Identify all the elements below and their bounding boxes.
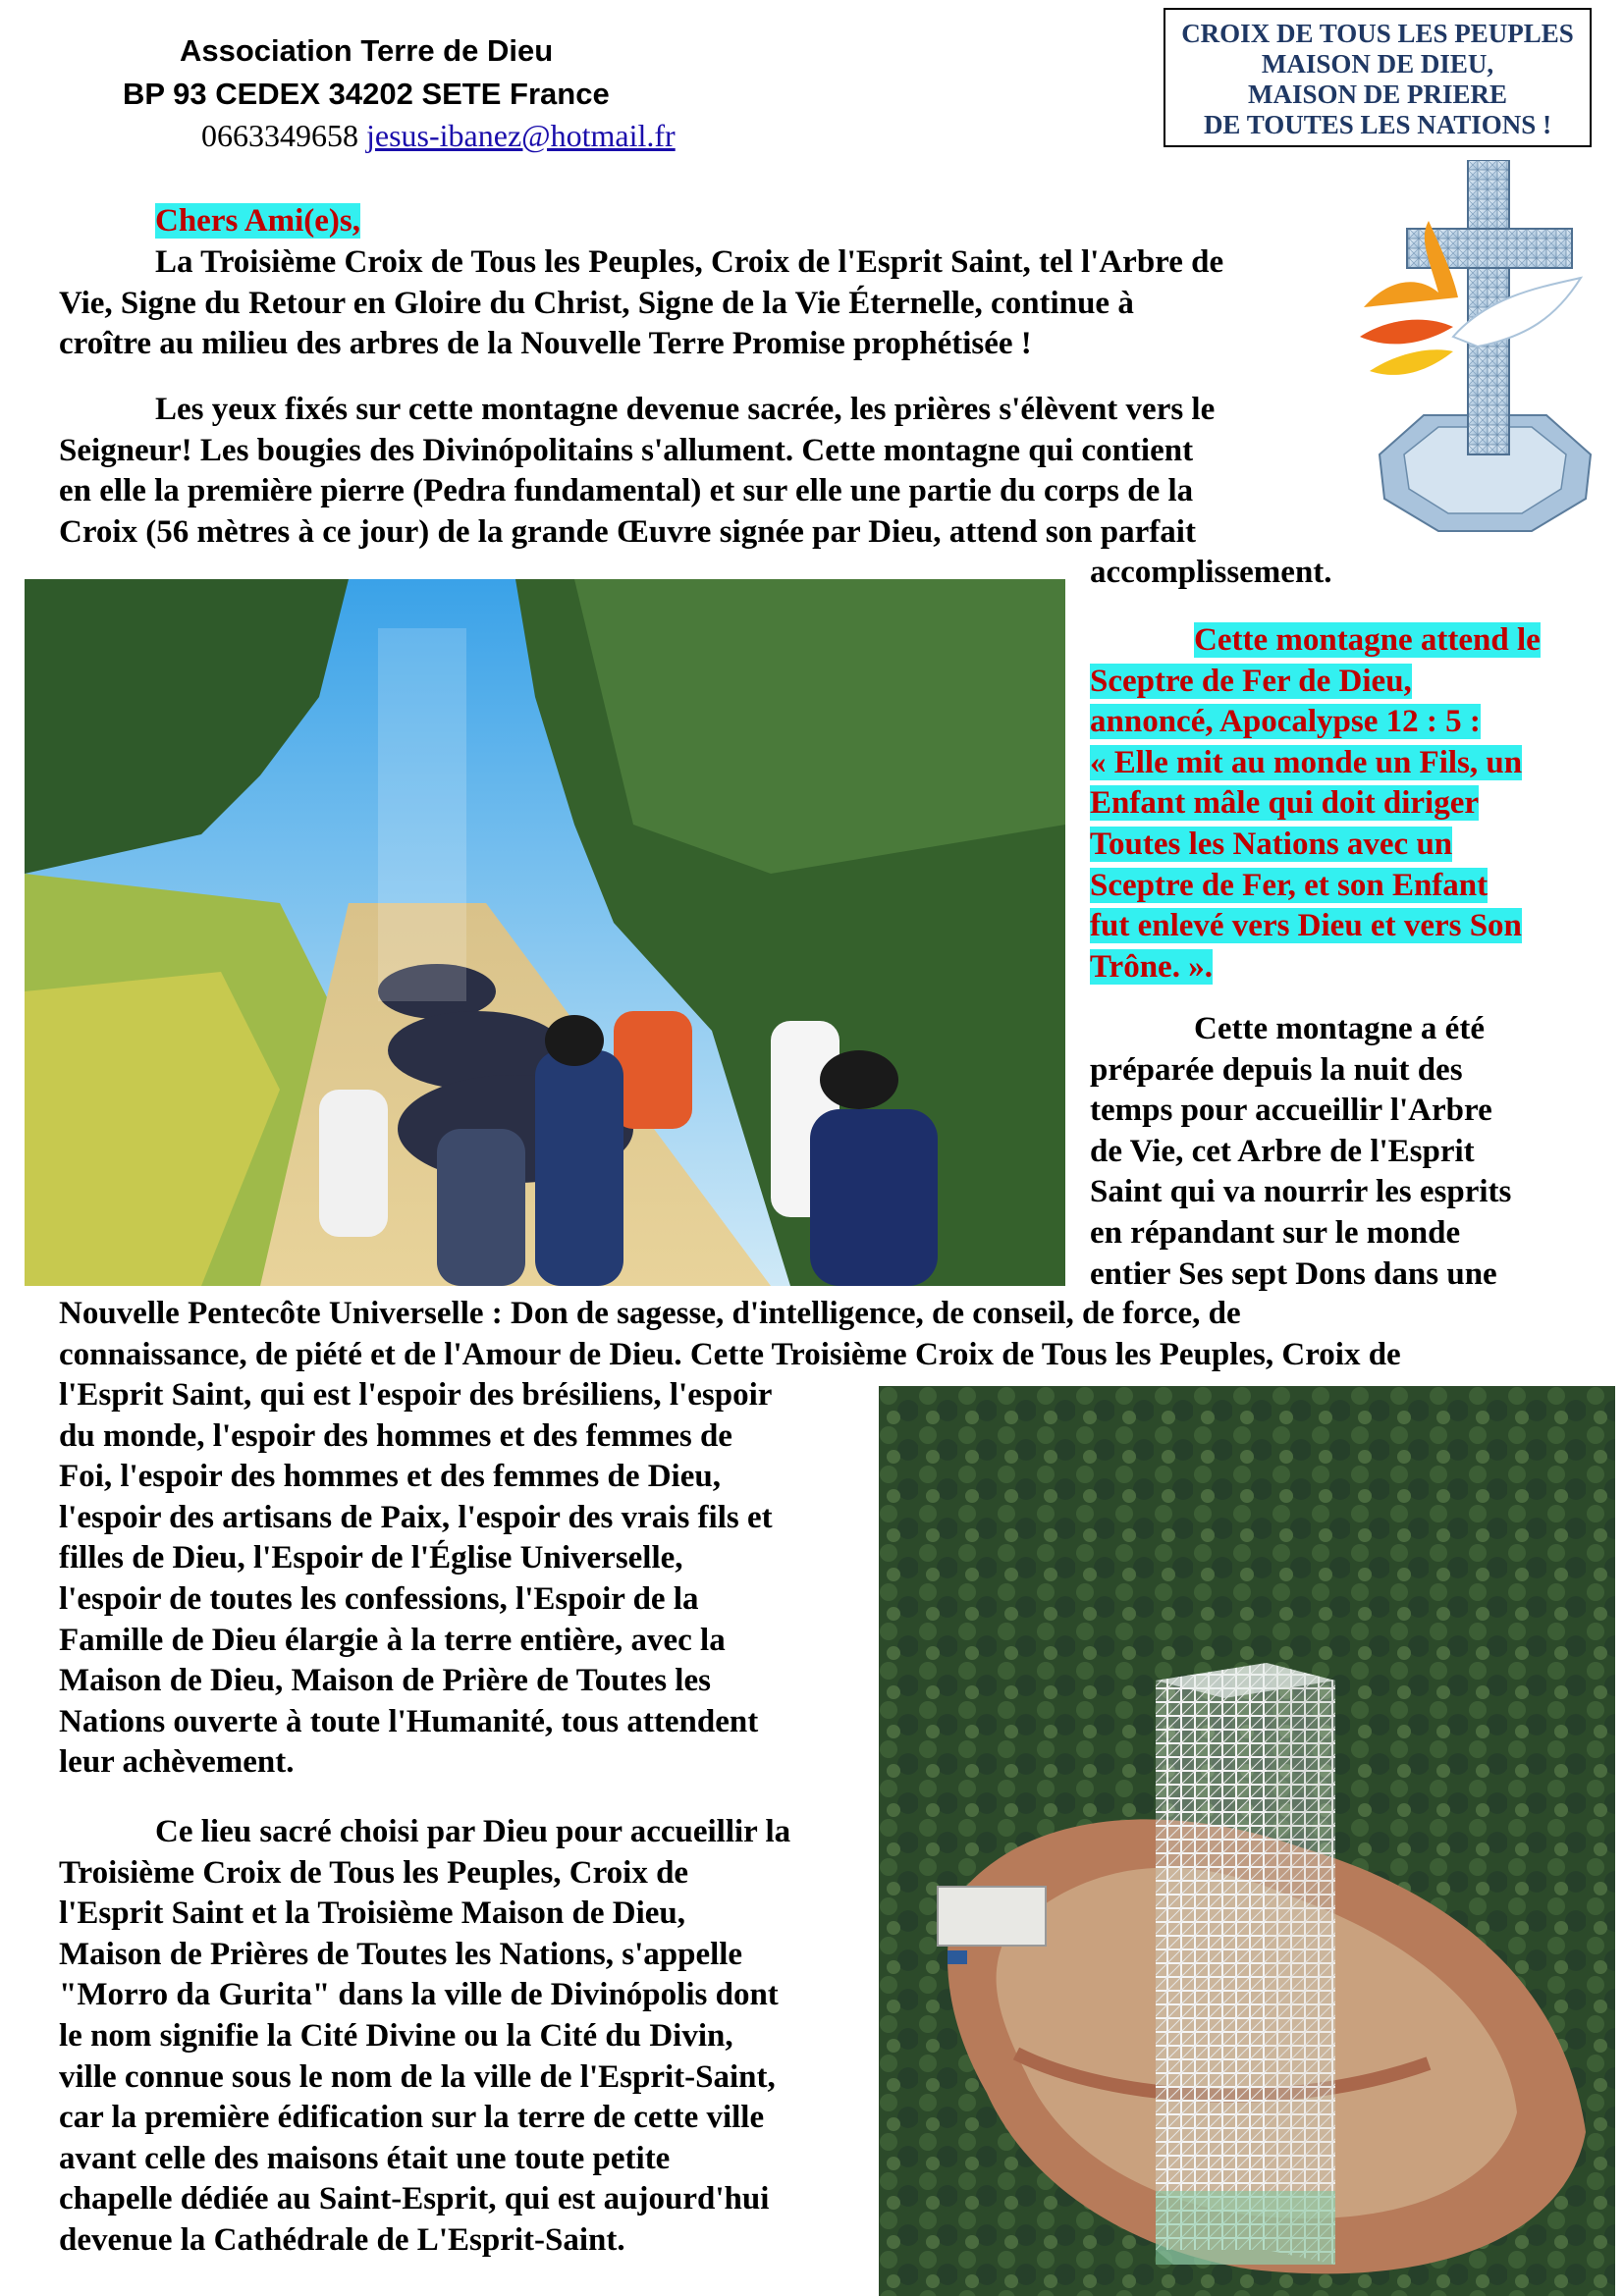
text-line: préparée depuis la nuit des <box>1090 1051 1463 1088</box>
text-line: l'espoir des artisans de Paix, l'espoir des vrais fils et <box>59 1499 773 1535</box>
text-line: Maison de Prières de Toutes les Nations, s'appelle <box>59 1936 743 1972</box>
text-line: Troisième Croix de Tous les Peuples, Croix de <box>59 1854 689 1891</box>
quote-line: Cette montagne attend le <box>1194 622 1541 658</box>
text-line: La Troisième Croix de Tous les Peuples, Croix de l'Esprit Saint, tel l'Arbre de <box>155 244 1224 280</box>
title-line: MAISON DE PRIERE <box>1247 80 1508 109</box>
text-line: Ce lieu sacré choisi par Dieu pour accueillir la <box>155 1814 791 1849</box>
paragraph-3-left <box>59 1375 773 1784</box>
title-line: DE TOUTES LES NATIONS ! <box>1203 110 1552 139</box>
aerial-tower-photo <box>879 1386 1615 2296</box>
text-line: l'espoir de toutes les confessions, l'Espoir de la <box>59 1580 699 1617</box>
text-line: Foi, l'espoir des hommes et des femmes de Dieu, <box>59 1459 721 1495</box>
paragraph-4 <box>59 1812 790 2262</box>
text-line: filles de Dieu, l'Espoir de l'Église Universelle, <box>59 1540 683 1576</box>
paragraph-2 <box>59 390 1355 594</box>
text-line: entier Ses sept Dons dans une <box>1090 1255 1497 1292</box>
text-line: Seigneur! Les bougies des Divinópolitains s'allument. Cette montagne qui contient <box>59 432 1194 468</box>
paragraph-1 <box>59 242 1355 365</box>
text-line: Famille de Dieu élargie à la terre entière, avec la <box>59 1622 726 1658</box>
quote-line: Sceptre de Fer, et son Enfant <box>1090 867 1489 903</box>
text-line: ville connue sous le nom de la ville de l'Esprit-Saint, <box>59 2058 776 2095</box>
title-line: CROIX DE TOUS LES PEUPLES <box>1181 19 1574 48</box>
text-line: avant celle des maisons était une toute petite <box>59 2140 671 2176</box>
text-line: Maison de Dieu, Maison de Prière de Toutes les <box>59 1663 711 1699</box>
text-line: Saint qui va nourrir les esprits <box>1090 1174 1512 1210</box>
greeting <box>155 201 360 242</box>
text-line: Nations ouverte à toute l'Humanité, tous attendent <box>59 1703 759 1739</box>
text-line: leur achèvement. <box>59 1744 295 1781</box>
text-line: l'Esprit Saint et la Troisième Maison de Dieu, <box>59 1896 686 1932</box>
text-line: Nouvelle Pentecôte Universelle : Don de sagesse, d'intelligence, de conseil, de force, de <box>59 1296 1241 1331</box>
text-line: car la première édification sur la terre de cette ville <box>59 2100 765 2136</box>
quote-line: Toutes les Nations avec un <box>1090 826 1453 862</box>
text-line: temps pour accueillir l'Arbre <box>1090 1093 1492 1129</box>
text-line: croître au milieu des arbres de la Nouvelle Terre Promise prophétisée ! <box>59 326 1032 362</box>
text-line: le nom signifie la Cité Divine ou la Cité du Divin, <box>59 2017 733 2054</box>
quote-line: Sceptre de Fer de Dieu, <box>1090 663 1412 699</box>
text-line: Vie, Signe du Retour en Gloire du Christ, Signe de la Vie Éternelle, continue à <box>59 285 1134 321</box>
org-address: BP 93 CEDEX 34202 SETE France <box>123 77 610 111</box>
apocalypse-quote <box>1090 620 1541 988</box>
paragraph-3-side <box>1090 1009 1511 1295</box>
text-line: de Vie, cet Arbre de l'Esprit <box>1090 1133 1475 1169</box>
title-box <box>1164 8 1592 147</box>
quote-line: fut enlevé vers Dieu et vers Son <box>1090 908 1522 944</box>
greeting-text: Chers Ami(e)s, <box>155 203 360 239</box>
phone-number: 0663349658 <box>201 118 358 153</box>
quote-line: Trône. ». <box>1090 948 1213 985</box>
paragraph-3-full <box>59 1294 1401 1375</box>
text-line: devenue la Cathédrale de L'Esprit-Saint. <box>59 2221 625 2258</box>
cross-dove-illustration <box>1360 160 1610 553</box>
title-line: MAISON DE DIEU, <box>1261 49 1494 79</box>
text-line: Les yeux fixés sur cette montagne devenue sacrée, les prières s'élèvent vers le <box>155 392 1216 427</box>
text-line: connaissance, de piété et de l'Amour de Dieu. Cette Troisième Croix de Tous les Peuples, Croix de <box>59 1336 1401 1372</box>
text-line: "Morro da Gurita" dans la ville de Divinópolis dont <box>59 1977 779 2013</box>
text-line: en répandant sur le monde <box>1090 1214 1461 1251</box>
quote-line: « Elle mit au monde un Fils, un <box>1090 744 1523 780</box>
quote-line: annoncé, Apocalypse 12 : 5 : <box>1090 704 1481 740</box>
text-line: Croix (56 mètres à ce jour) de la grande Œuvre signée par Dieu, attend son parfait <box>59 513 1196 550</box>
pilgrims-photo <box>25 579 1065 1286</box>
quote-line: Enfant mâle qui doit diriger <box>1090 785 1480 822</box>
text-line: en elle la première pierre (Pedra fundamental) et sur elle une partie du corps de la <box>59 473 1194 509</box>
text-line: l'Esprit Saint, qui est l'espoir des brésiliens, l'espoir <box>59 1377 773 1413</box>
org-name: Association Terre de Dieu <box>180 33 554 68</box>
text-line: chapelle dédiée au Saint-Esprit, qui est aujourd'hui <box>59 2181 770 2217</box>
email-link[interactable]: jesus-ibanez@hotmail.fr <box>366 118 676 153</box>
text-line: du monde, l'espoir des hommes et des femmes de <box>59 1417 732 1454</box>
contact-line <box>201 118 676 154</box>
text-line: accomplissement. <box>1090 555 1332 591</box>
text-line: Cette montagne a été <box>1194 1011 1485 1046</box>
